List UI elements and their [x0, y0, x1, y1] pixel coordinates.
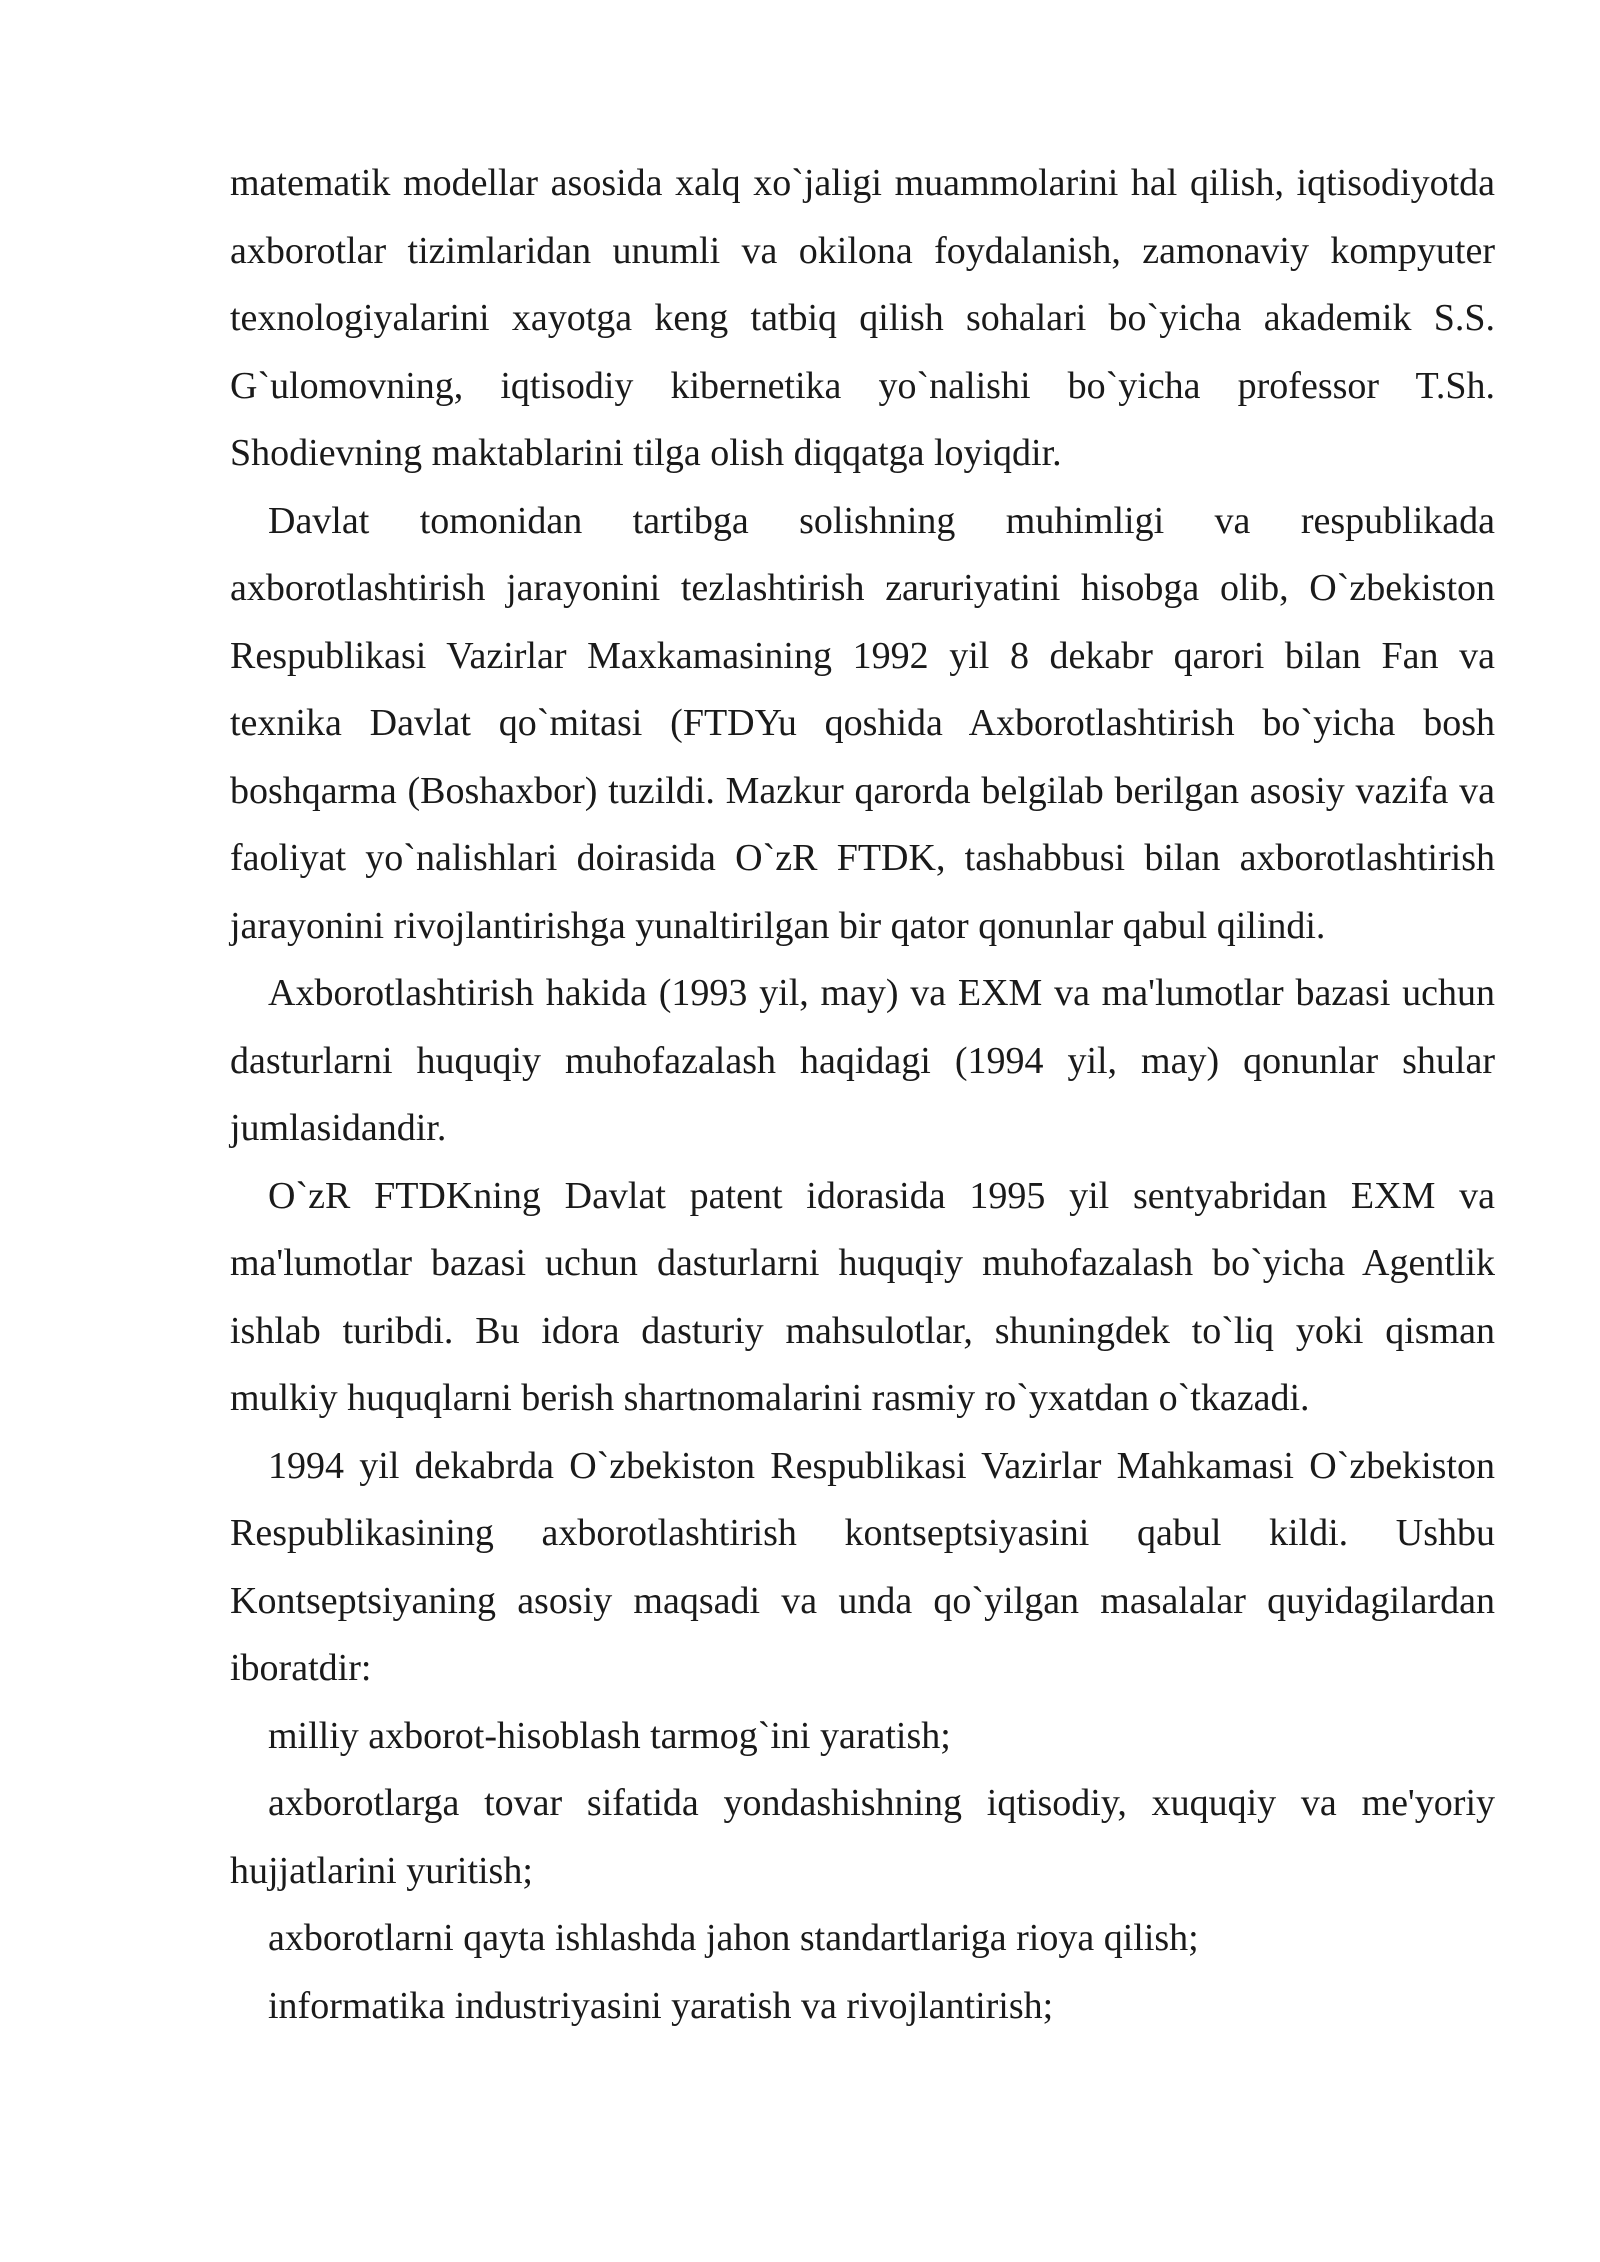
list-item-3: axborotlarni qayta ishlashda jahon standartlariga rioya qilish; [268, 1917, 1199, 1959]
paragraph-1: matematik modellar asosida xalq xo`jaligi muammolarini hal qilish, iqtisodiyotda axborotlar tizimlaridan unumli va okilona foydalanish, zamonaviy kompyuter texnologiyalarini xayotga keng tatbiq qilish sohalari bo`yicha akademik S.S. G`ulomovning, iqtisodiy kibernetika yo`nalishi bo`yicha professor T.Sh. Shodievning maktablarini tilga olish diqqatga loyiqdir. [230, 162, 1495, 474]
list-item-2: axborotlarga tovar sifatida yondashishning iqtisodiy, xuquqiy va me'yoriy hujjatlarini yuritish; [230, 1782, 1495, 1892]
paragraph-5: 1994 yil dekabrda O`zbekiston Respublikasi Vazirlar Mahkamasi O`zbekiston Respublikasining axborotlashtirish kontseptsiyasini qabul kildi. Ushbu Kontseptsiyaning asosiy maqsadi va unda qo`yilgan masalalar quyidagilardan iboratdir: [230, 1444, 1495, 1689]
paragraph-2: Davlat tomonidan tartibga solishning muhimligi va respublikada axborotlashtirish jarayonini tezlashtirish zaruriyatini hisobga olib, O`zbekiston Respublikasi Vazirlar Maxkamasining 1992 yil 8 dekabr qarori bilan Fan va texnika Davlat qo`mitasi (FTDYu qoshida Axborotlashtirish bo`yicha bosh boshqarma (Boshaxbor) tuzildi. Mazkur qarorda belgilab berilgan asosiy vazifa va faoliyat yo`nalishlari doirasida O`zR FTDK, tashabbusi bilan axborotlashtirish jarayonini rivojlantirishga yunaltirilgan bir qator qonunlar qabul qilindi. [230, 499, 1495, 947]
paragraph-3: Axborotlashtirish hakida (1993 yil, may) va EXM va ma'lumotlar bazasi uchun dasturlarni huquqiy muhofazalash haqidagi (1994 yil, may) qonunlar shular jumlasidandir. [230, 972, 1495, 1149]
document-page [230, 150, 1495, 2040]
list-item-4: informatika industriyasini yaratish va rivojlantirish; [268, 1984, 1054, 2027]
paragraph-4: O`zR FTDKning Davlat patent idorasida 1995 yil sentyabridan EXM va ma'lumotlar bazasi uchun dasturlarni huquqiy muhofazalash bo`yicha Agentlik ishlab turibdi. Bu idora dasturiy mahsulotlar, shuningdek to`liq yoki qisman mulkiy huquqlarni berish shartnomalarini rasmiy ro`yxatdan o`tkazadi. [230, 1174, 1495, 1419]
list-item-1: milliy axborot-hisoblash tarmog`ini yaratish; [268, 1714, 951, 1757]
